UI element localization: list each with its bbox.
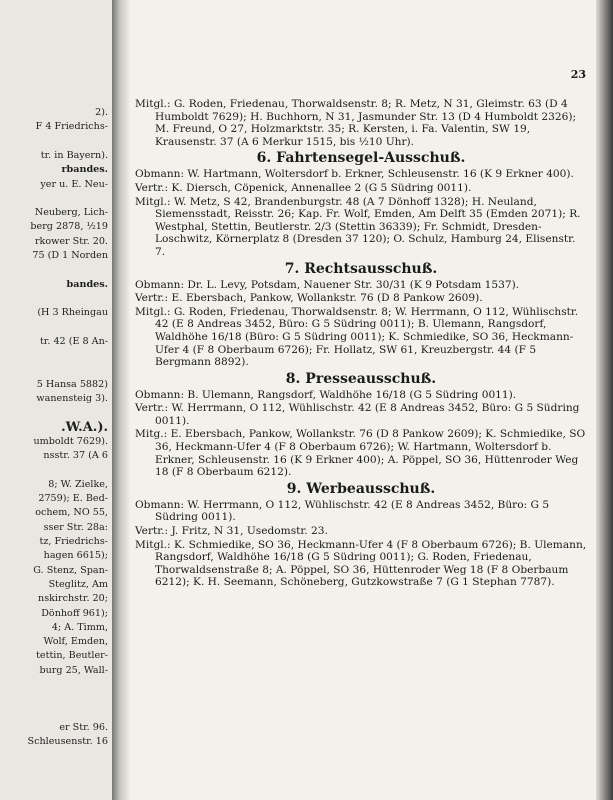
left-page-fragment: tz, Friedrichs- <box>39 536 108 547</box>
member-entry: Vertr.: E. Ebersbach, Pankow, Wollankstr. 76 (D 8 Pankow 2609). <box>135 292 483 305</box>
left-page-fragment: nskirchstr. 20; <box>38 593 108 605</box>
member-entry: Vertr.: J. Fritz, N 31, Usedomstr. 23. <box>135 525 328 538</box>
committee-section <box>135 481 587 589</box>
page-edge <box>596 0 613 800</box>
member-entry: Mitgl.: G. Roden, Friedenau, Thorwaldsenstr. 8; R. Metz, N 31, Gleimstr. 63 (D 4 Humboldt 7629); H. Buchhorn, N 31, Jasmunder Str. 13 (D 4 Humboldt 2326); M. Freund, O 27, Holzmarktstr. 35; R. Kersten, i. Fa. Valentin, SW 19, Krausenstr. 37 (A 6 Merkur 1515, bis ½10 Uhr). <box>135 98 577 148</box>
member-entry: Mitgl.: K. Schmiedike, SO 36, Heckmann-Ufer 4 (F 8 Oberbaum 6726); B. Ulemann, Rangsdorf, Waldhöhe 16/18 (G 5 Südring 0011); G. Roden, Friedenau, Thorwaldsenstraße 8; A. Pöppel, SO 36, Hüttenroder Weg 18 (F 8 Oberbaum 6212); K. H. Seemann, Schöneberg, Gutzkowstraße 7 (G 1 Stephan 7787). <box>135 538 587 589</box>
member-entry: Mitg.: E. Ebersbach, Pankow, Wollankstr. 76 (D 8 Pankow 2609); K. Schmiedike, SO 36, Heckmann-Ufer 4 (F 8 Oberbaum 6726); W. Hartmann, Woltersdorf b. Erkner, Schleusenstr. 16 (K 9 Erkner 400); A. Pöppel, SO 36, Hüttenroder Weg 18 (F 8 Oberbaum 6212). <box>135 428 586 479</box>
book-gutter <box>112 0 130 800</box>
committee-section <box>135 371 587 479</box>
left-page-fragment: umboldt 7629). <box>33 435 108 447</box>
left-page-fragment: .W.A.). <box>61 419 108 435</box>
left-page-fragment: 2759); E. Bed- <box>38 493 108 505</box>
left-page-fragment: tr. 42 (E 8 An- <box>39 335 108 347</box>
right-page <box>130 0 596 800</box>
left-page-fragment: Wolf, Emden, <box>43 636 108 648</box>
left-page-fragment: rbandes. <box>61 164 108 176</box>
left-page-fragment: sser Str. 28a: <box>43 521 108 533</box>
committee-section <box>135 261 587 369</box>
left-page-fragment: (H 3 Rheingau <box>37 307 108 319</box>
left-page <box>0 0 112 800</box>
left-page-fragment: 75 (D 1 Norden <box>32 250 108 261</box>
left-page-fragment: G. Stenz, Span- <box>33 564 108 576</box>
left-page-fragment: bandes. <box>66 278 108 290</box>
left-page-fragment: 4; A. Timm, <box>51 621 108 633</box>
member-entry: Vertr.: W. Herrmann, O 112, Wühlischstr. 42 (E 8 Andreas 3452, Büro: G 5 Südring 0011). <box>135 402 580 427</box>
left-page-fragment: Dönhoff 961); <box>41 607 108 619</box>
left-page-fragment: Schleusenstr. 16 <box>27 736 108 748</box>
left-page-fragment: burg 25, Wall- <box>39 664 108 676</box>
section-title: 7. Rechtsausschuß. <box>284 260 438 277</box>
page-number: 23 <box>570 68 586 81</box>
left-page-fragment: rkower Str. 20. <box>34 235 108 247</box>
left-page-fragment: wanensteig 3). <box>36 393 108 404</box>
section-title: 8. Presseausschuß. <box>285 370 437 387</box>
left-page-fragment: hagen 6615); <box>43 550 108 562</box>
left-page-fragment: Neuberg, Lich- <box>34 207 108 219</box>
left-page-fragment: tr. in Bayern). <box>40 149 108 161</box>
section-title: 6. Fahrtensegel-Ausschuß. <box>256 150 466 167</box>
member-entry: Obmann: B. Ulemann, Rangsdorf, Waldhöhe 16/18 (G 5 Südring 0011). <box>135 388 517 401</box>
left-page-fragment: Steglitz, Am <box>48 578 108 590</box>
left-page-fragment: tettin, Beutler- <box>36 650 108 662</box>
left-page-fragment: yer u. E. Neu- <box>40 178 108 190</box>
section-title: 9. Werbeausschuß. <box>286 480 436 497</box>
page-content <box>135 98 587 590</box>
committee-section <box>135 150 587 258</box>
member-entry: Obmann: W. Herrmann, O 112, Wühlischstr. 42 (E 8 Andreas 3452, Büro: G 5 Südring 0011). <box>135 498 550 524</box>
left-page-fragment: F 4 Friedrichs- <box>35 121 108 133</box>
member-entry: Mitgl.: G. Roden, Friedenau, Thorwaldsenstr. 8; W. Herrmann, O 112, Wühlischstr. 42 (E 8 Andreas 3452, Büro: G 5 Südring 0011); B. Ulemann, Rangsdorf, Waldhöhe 16/18 (Büro: G 5 Südring 0011); K. Schmiedike, SO 36, Heckmann-Ufer 4 (F 8 Oberbaum 6726); Fr. Hollatz, SW 61, Kreuzbergstr. 44 (F 5 Bergmann 8892). <box>135 305 579 369</box>
left-page-fragment: 8; W. Zielke, <box>48 478 108 490</box>
left-page-fragment: 2). <box>95 107 108 118</box>
member-entry: Obmann: W. Hartmann, Woltersdorf b. Erkner, Schleusenstr. 16 (K 9 Erkner 400). <box>135 168 574 181</box>
member-entry: Obmann: Dr. L. Levy, Potsdam, Nauener Str. 30/31 (K 9 Potsdam 1537). <box>135 278 520 291</box>
left-page-fragment: ochem, NO 55, <box>35 507 108 519</box>
member-entry: Mitgl.: W. Metz, S 42, Brandenburgstr. 48 (A 7 Dönhoff 1328); H. Neuland, Siemensstadt, Reisstr. 26; Kap. Fr. Wolf, Emden, Am Delft 35 (Emden 2071); R. Westphal, Stettin, Beutlerstr. 2/3 (Stettin 36339); Fr. Schmidt, Dresden-Loschwitz, Körnerplatz 8 (Dresden 37 120); O. Schulz, Hamburg 24, Elisenstr. 7. <box>135 195 581 258</box>
left-page-fragment: berg 2878, ½19 <box>30 221 108 233</box>
left-page-fragment: nsstr. 37 (A 6 <box>43 450 108 462</box>
member-entry: Vertr.: K. Diersch, Cöpenick, Annenallee 2 (G 5 Südring 0011). <box>135 181 472 194</box>
left-page-fragment: 5 Hansa 5882) <box>36 378 108 390</box>
left-page-fragment: er Str. 96. <box>59 721 108 733</box>
committee-section <box>135 98 587 148</box>
